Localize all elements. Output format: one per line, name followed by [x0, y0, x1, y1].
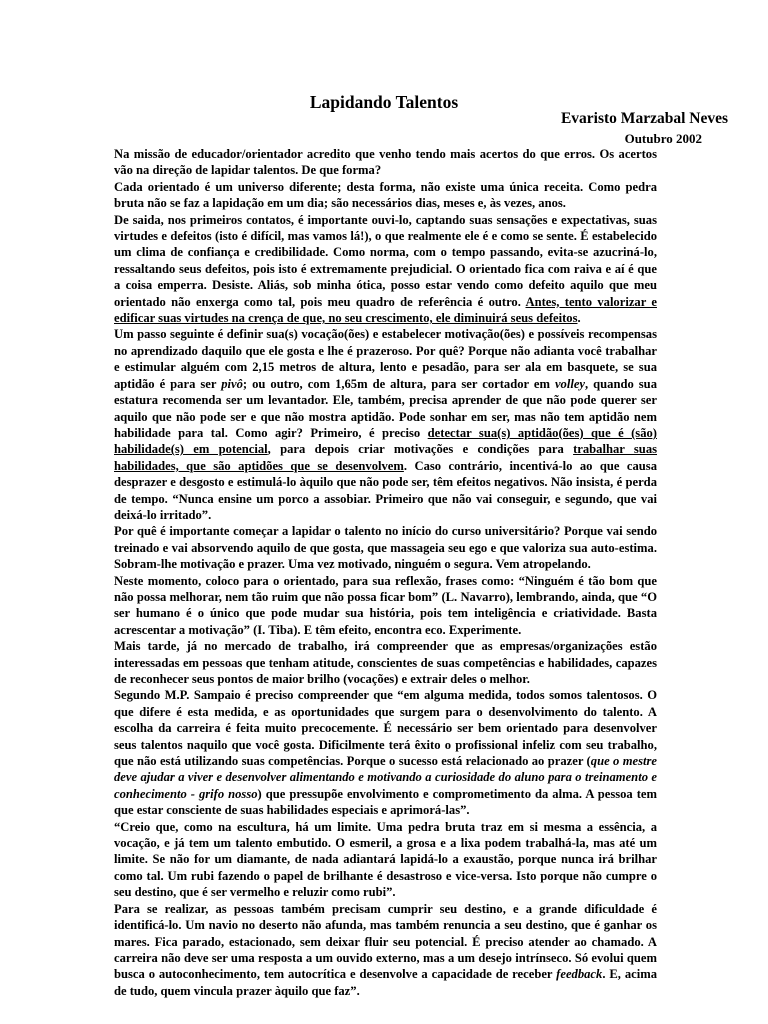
italic-text: pivô — [221, 376, 243, 391]
paragraph-text: . — [577, 311, 581, 326]
paragraph-text: ; ou outro, com 1,65m de altura, para ser cortador em — [242, 376, 555, 391]
italic-text: que o mestre deve ajudar a viver e desenvolver alimentando e motivando a curiosidade do aluno para o treinamento e conhecimento - grifo nosso — [114, 754, 658, 801]
paragraph-university: Por quê é importante começar a lapidar o talento no início do curso universitário? Porque vai sendo treinado e vai absorvendo aquilo de que gosta, que massageia seu ego e que valoriza sua auto-estima. Sobram-lhe motivação e prazer. Uma vez motivado, ninguém o segura. Vem atropelando. — [114, 524, 657, 572]
paragraph-text: Um passo seguinte é definir sua(s) vocação(ões) e estabelecer motivação(ões) e possíveis recompensas no aprendizado daquilo que ele gosta e lhe é prazeroso. Por quê? Porque não adianta você trabalhar e estimular alguém com 2,15 metros de altura, lento e pesadão, para ser ala em basquete, se sua aptidão é para ser — [114, 327, 657, 391]
underlined-text: Antes, tento valorizar e edificar suas virtudes na crença de que, no seu crescimento, ele diminuirá seus defeitos — [114, 294, 657, 326]
document-title: Lapidando Talentos — [309, 92, 459, 112]
underlined-text: detectar sua(s) aptidão(ões) que é (são) habilidade(s) em potencial — [114, 425, 657, 457]
document-body — [114, 146, 657, 999]
author-name: Evaristo Marzabal Neves — [560, 110, 728, 127]
paragraph-first-contacts — [114, 212, 657, 327]
paragraph-universe: Cada orientado é um universo diferente; desta forma, não existe uma única receita. Como pedra bruta não se faz a lapidação em um dia; são necessários dias, meses e, às vezes, anos. — [114, 179, 657, 211]
underlined-text: trabalhar suas habilidades, que são aptidões que se desenvolvem — [114, 442, 658, 473]
paragraph-text: Para se realizar, as pessoas também precisam cumprir seu destino, e a grande dificuldade é identificá-lo. Um navio no deserto não afunda, mas também renuncia a seu destino, que é ganhar os mares. Fica parado, estacionado, sem deixar fluir seu potencial. É preciso atender ao chamado. A carreira não deve ser uma resposta a um ouvido externo, mas a um desejo intrínseco. Só evolui quem busca o autoconhecimento, tem autocrítica e desenvolve a capacidade de receber — [114, 901, 657, 982]
paragraph-vocation — [114, 326, 657, 523]
paragraph-text: , quando sua estatura recomenda ser um levantador. Ele, também, precisa aprender de que não pode querer ser aquilo que não pode ser e que não mostra aptidão. Pode sonhar em ser, mas não tem aptidão nem habilidade para tal. Como agir? Primeiro, é preciso — [114, 376, 657, 440]
paragraph-sculpture: “Creio que, como na escultura, há um limite. Uma pedra bruta traz em si mesma a essência, a vocação, e já tem um talento embutido. O esmeril, a grosa e a lixa podem trabalhá-la, mas até um limite. Se não for um diamante, de nada adiantará lapidá-lo a exaustão, porque nunca irá brilhar como tal. Um rubi fazendo o papel de brilhante é desastroso e vice-versa. Isto porque não cumpre o seu destino, que é ser vermelho e reluzir como rubi”. — [114, 819, 657, 900]
paragraph-destiny — [114, 901, 657, 999]
paragraph-text: . E, acima de tudo, quem vincula prazer àquilo que faz”. — [114, 967, 657, 998]
italic-text: feedback — [556, 967, 603, 982]
italic-text: volley — [554, 376, 586, 391]
paragraph-text: . Caso contrário, incentivá-lo ao que causa desprazer e desgosto e estimulá-lo àquilo que não pode ser, têm efeitos negativos. Não insista, é perda de tempo. “Nunca ensine um porco a assobiar. Primeiro que não vai conseguir, e segundo, que vai deixá-lo irritado”. — [114, 458, 657, 522]
paragraph-text: , para depois criar motivações e condições para — [267, 442, 574, 457]
paragraph-intro: Na missão de educador/orientador acredito que venho tendo mais acertos do que erros. Os acertos vão na direção de lapidar talentos. De que forma? — [114, 147, 657, 178]
paragraph-text: ) que pressupõe envolvimento e comprometimento da alma. A pessoa tem que estar consciente de suas habilidades especiais e aprimorá-las”. — [114, 786, 657, 818]
document-date: Outubro 2002 — [624, 131, 702, 146]
paragraph-job-market: Mais tarde, já no mercado de trabalho, irá compreender que as empresas/organizações estão interessadas em pessoas que tenham atitude, conscientes de suas competências e habilidades, capazes de reconhecer seus pontos de maior brilho (vocações) e extrair deles o melhor. — [114, 639, 657, 686]
paragraph-text: Segundo M.P. Sampaio é preciso compreender que “em alguma medida, todos somos talentosos. O que difere é esta medida, e as oportunidades que surgem para o desenvolvimento do talento. A escolha da carreira é feita muito precocemente. É necessário ser bem orientado para desenvolver seus talentos naquilo que você gosta. Dificilmente terá êxito o profissional infeliz com seu trabalho, que não está utilizando suas competências. Porque o sucesso está relacionado ao prazer ( — [114, 688, 657, 769]
paragraph-sampaio — [114, 687, 657, 818]
paragraph-reflection: Neste momento, coloco para o orientado, para sua reflexão, frases como: “Ninguém é tão bom que não possa melhorar, nem tão ruim que não possa ficar bom” (L. Navarro), lembrando, ainda, que “O ser humano é o único que pode mudar sua história, pois tem inteligência e criatividade. Basta acrescentar a motivação” (I. Tiba). E têm efeito, encontra eco. Experimente. — [114, 573, 657, 637]
paragraph-text: De saida, nos primeiros contatos, é importante ouvi-lo, captando suas sensações e expectativas, suas virtudes e defeitos (isto é difícil, mas vamos lá!), o que realmente ele é e como se sente. É estabelecido um clima de confiança e credibilidade. Como norma, com o tempo passando, evita-se azucriná-lo, ressaltando seus defeitos, pois isto é extremamente prejudicial. O orientado fica com raiva e aí é que a coisa emperra. Desiste. Aliás, sob minha ótica, posso estar vendo como defeito aquilo que meu orientado não enxerga como tal, pois meu quadro de referência é outro. — [114, 212, 657, 309]
